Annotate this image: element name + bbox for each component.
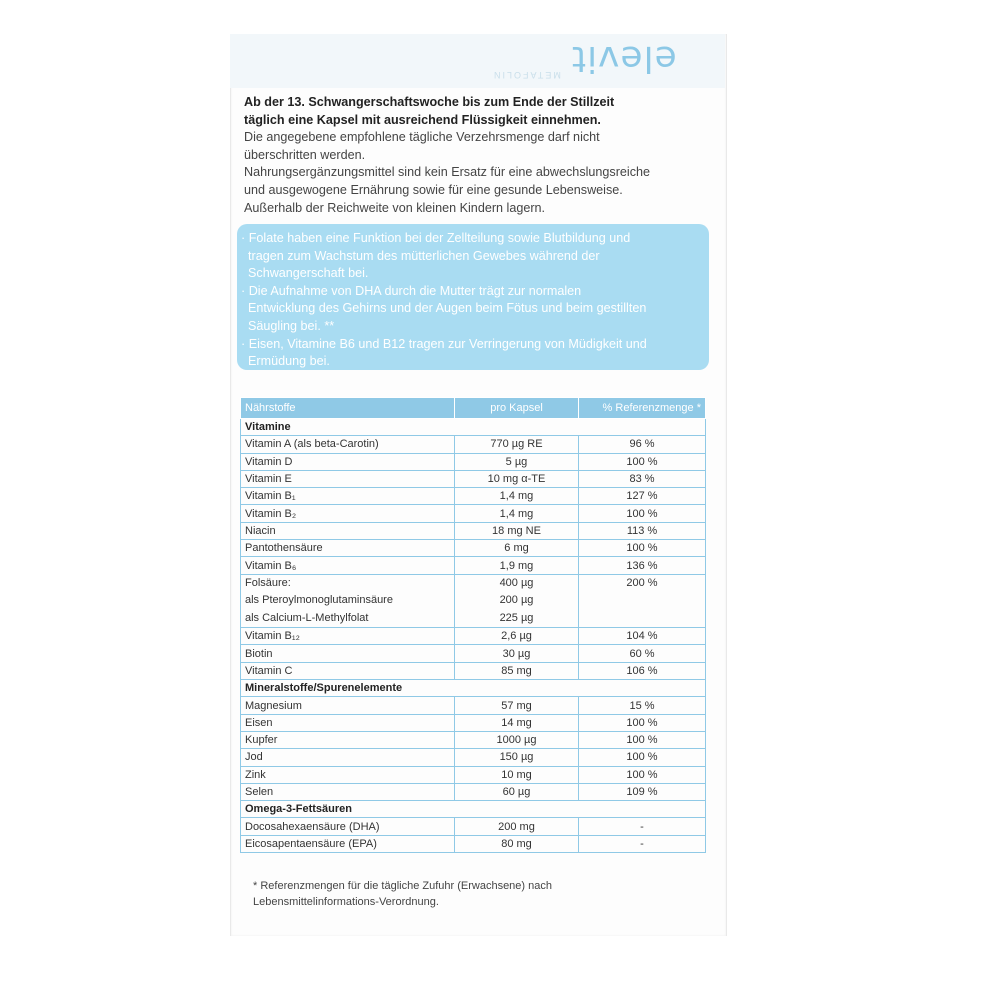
table-row (241, 505, 706, 522)
brand-strip (230, 34, 725, 88)
claim-line: Säugling bei. ** (241, 318, 335, 333)
reference-percent: 113 % (579, 522, 706, 539)
amount-per-capsule: 1,4 mg (455, 488, 579, 505)
nutrition-table (240, 397, 706, 853)
footnote (253, 878, 693, 910)
nutrient-name: Pantothensäure (241, 540, 455, 557)
claim-line: Entwicklung des Gehirns und der Augen beim Fötus und beim gestillten (241, 301, 647, 316)
nutrient-name: Selen (241, 783, 455, 800)
nutrient-name: Vitamin B₁₂ (241, 628, 455, 645)
amount-per-capsule: 60 µg (455, 783, 579, 800)
table-row (241, 488, 706, 505)
nutrient-name: Folsäure: als Pteroylmonoglutaminsäure als Calcium-L-Methylfolat (241, 574, 455, 628)
claim-line: · Folate haben eine Funktion bei der Zellteilung sowie Blutbildung und (241, 231, 631, 245)
table-row (241, 628, 706, 645)
nutrient-name: Vitamin A (als beta-Carotin) (241, 436, 455, 453)
brand-logo: elevit (571, 38, 677, 79)
nutrient-name: Vitamin E (241, 470, 455, 487)
reference-percent: 100 % (579, 505, 706, 522)
nutrient-name: Vitamin C (241, 662, 455, 679)
table-row (241, 783, 706, 800)
section-title: Omega-3-Fettsäuren (241, 801, 706, 818)
instruction-bold-line: Ab der 13. Schwangerschaftswoche bis zum Ende der Stillzeit (244, 95, 615, 109)
reference-percent: 200 % (579, 574, 706, 628)
reference-percent: 100 % (579, 749, 706, 766)
reference-percent: 100 % (579, 731, 706, 748)
amount-per-capsule: 85 mg (455, 662, 579, 679)
nutrient-name: Zink (241, 766, 455, 783)
amount-per-capsule: 400 µg 200 µg 225 µg (455, 574, 579, 628)
nutrient-name: Docosahexaensäure (DHA) (241, 818, 455, 835)
nutrient-name: Biotin (241, 645, 455, 662)
brand-subtitle: METAFOLIN (492, 70, 561, 80)
nutrient-name: Kupfer (241, 731, 455, 748)
table-row (241, 835, 706, 852)
amount-per-capsule: 18 mg NE (455, 522, 579, 539)
header-nutrients: Nährstoffe (241, 398, 455, 419)
reference-percent: 109 % (579, 783, 706, 800)
instruction-line: Nahrungsergänzungsmittel sind kein Ersatz für eine abwechslungsreiche (244, 165, 651, 180)
claim-line: tragen zum Wachstum des mütterlichen Gewebes während der (241, 248, 600, 263)
footnote-line: * Referenzmengen für die tägliche Zufuhr (Erwachsene) nach (253, 880, 552, 892)
reference-percent: 100 % (579, 766, 706, 783)
table-body (241, 419, 706, 853)
nutrient-name: Niacin (241, 522, 455, 539)
amount-per-capsule: 57 mg (455, 697, 579, 714)
header-per-capsule: pro Kapsel (455, 398, 579, 419)
instruction-line: und ausgewogene Ernährung sowie für eine gesunde Lebensweise. (244, 182, 623, 197)
reference-percent: - (579, 818, 706, 835)
section-row (241, 801, 706, 818)
table-row (241, 574, 706, 628)
table-row (241, 749, 706, 766)
reference-percent: 15 % (579, 697, 706, 714)
table-row (241, 540, 706, 557)
table-row (241, 714, 706, 731)
amount-per-capsule: 150 µg (455, 749, 579, 766)
header-reference: % Referenzmenge * (579, 398, 706, 419)
table-row (241, 470, 706, 487)
usage-instructions (244, 94, 714, 217)
amount-per-capsule: 2,6 µg (455, 628, 579, 645)
instruction-line: Die angegebene empfohlene tägliche Verzehrsmenge darf nicht (244, 130, 600, 145)
table-row (241, 662, 706, 679)
amount-per-capsule: 1000 µg (455, 731, 579, 748)
reference-percent: 104 % (579, 628, 706, 645)
table-row (241, 731, 706, 748)
reference-percent: - (579, 835, 706, 852)
section-row (241, 419, 706, 436)
reference-percent: 100 % (579, 540, 706, 557)
instruction-line: überschritten werden. (244, 147, 366, 162)
nutrient-name: Vitamin B₁ (241, 488, 455, 505)
nutrient-name: Magnesium (241, 697, 455, 714)
table-row (241, 557, 706, 574)
amount-per-capsule: 14 mg (455, 714, 579, 731)
nutrient-name: Jod (241, 749, 455, 766)
instruction-bold-line: täglich eine Kapsel mit ausreichend Flüssigkeit einnehmen. (244, 112, 601, 127)
amount-per-capsule: 10 mg α-TE (455, 470, 579, 487)
health-claims-box (237, 224, 709, 370)
nutrient-name: Vitamin D (241, 453, 455, 470)
footnote-line: Lebensmittelinformations-Verordnung. (253, 896, 439, 908)
amount-per-capsule: 200 mg (455, 818, 579, 835)
nutrient-name: Eicosapentaensäure (EPA) (241, 835, 455, 852)
reference-percent: 127 % (579, 488, 706, 505)
table-row (241, 818, 706, 835)
table-row (241, 453, 706, 470)
nutrient-name: Vitamin B₂ (241, 505, 455, 522)
reference-percent: 136 % (579, 557, 706, 574)
claim-line: Ermüdung bei. (241, 354, 330, 369)
amount-per-capsule: 1,4 mg (455, 505, 579, 522)
reference-percent: 60 % (579, 645, 706, 662)
table-row (241, 766, 706, 783)
section-row (241, 680, 706, 697)
claim-line: · Die Aufnahme von DHA durch die Mutter trägt zur normalen (241, 283, 582, 298)
table-header-row (241, 398, 706, 419)
amount-per-capsule: 5 µg (455, 453, 579, 470)
table-row (241, 697, 706, 714)
reference-percent: 100 % (579, 453, 706, 470)
reference-percent: 83 % (579, 470, 706, 487)
table-row (241, 436, 706, 453)
amount-per-capsule: 6 mg (455, 540, 579, 557)
amount-per-capsule: 80 mg (455, 835, 579, 852)
reference-percent: 96 % (579, 436, 706, 453)
reference-percent: 106 % (579, 662, 706, 679)
amount-per-capsule: 30 µg (455, 645, 579, 662)
claim-line: · Eisen, Vitamine B6 und B12 tragen zur Verringerung von Müdigkeit und (241, 336, 647, 351)
nutrient-name: Vitamin B₆ (241, 557, 455, 574)
amount-per-capsule: 10 mg (455, 766, 579, 783)
amount-per-capsule: 770 µg RE (455, 436, 579, 453)
amount-per-capsule: 1,9 mg (455, 557, 579, 574)
table-row (241, 645, 706, 662)
claim-line: Schwangerschaft bei. (241, 266, 369, 281)
table-row (241, 522, 706, 539)
section-title: Mineralstoffe/Spurenelemente (241, 680, 706, 697)
nutrient-name: Eisen (241, 714, 455, 731)
instruction-line: Außerhalb der Reichweite von kleinen Kindern lagern. (244, 200, 546, 215)
reference-percent: 100 % (579, 714, 706, 731)
section-title: Vitamine (241, 419, 706, 436)
